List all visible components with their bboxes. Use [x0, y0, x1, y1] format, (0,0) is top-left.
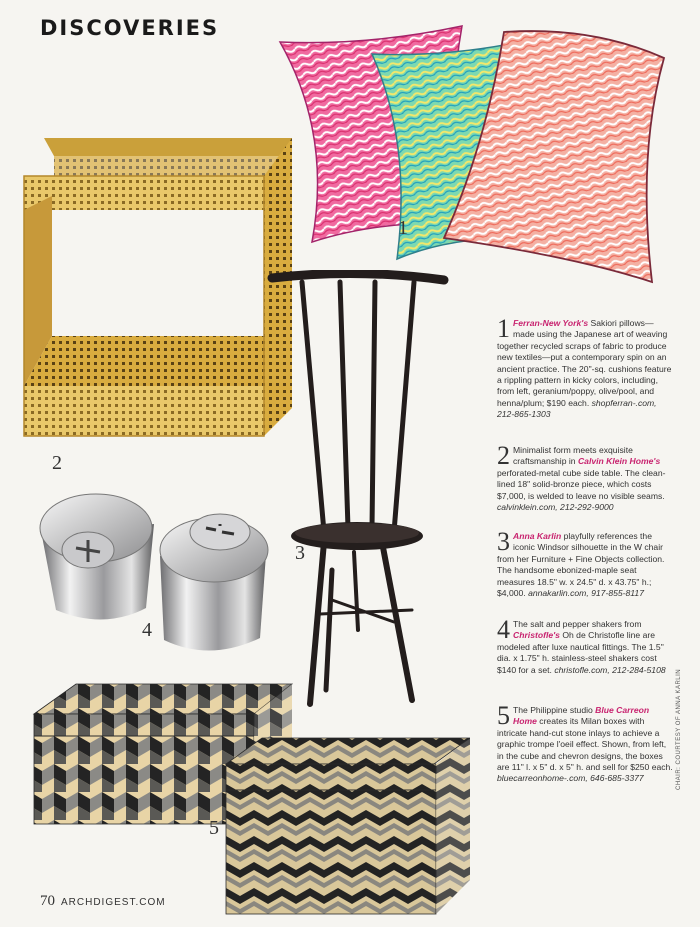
- brand-name: Blue Carreon Home: [513, 705, 650, 727]
- brand-name: Christofle's: [513, 630, 560, 641]
- entry-text: Oh de Christofle line are modeled after luxe nautical fittings. The 1.5" dia. x 1.75" h. stainless-steel shakers cost $140 for a set.: [497, 630, 664, 675]
- page-footer: [40, 893, 166, 910]
- entry-2: [497, 441, 675, 513]
- entry-1: [497, 314, 675, 421]
- entry-number: 4: [497, 615, 510, 644]
- page-number: 70: [40, 893, 55, 909]
- entry-text: The Philippine studio: [513, 705, 596, 715]
- entry-text: Minimalist form meets exquisite craftsmanship in: [513, 445, 633, 467]
- entry-text: playfully references the iconic Windsor silhouette in the W chair from her Furniture + Fine Objects collection. The handsome ebonized-maple seat measures 18.5" w. x 24.5" d. x 43.75" h.; $4,000.: [497, 531, 665, 599]
- item-number-3: 3: [295, 542, 305, 564]
- entry-text: Sakiori pillows—made using the Japanese art of weaving together recycled scraps of fabric to produce new textiles—put a contemporary spin on an ancient practice. The 20"-sq. cushions feature a rippling pattern in kicky colors, including, from left, geranium/poppy, olive/pool, and henna/plum; $190 each.: [497, 318, 672, 408]
- shakers-image: [34, 484, 274, 664]
- entry-number: 5: [497, 701, 510, 730]
- pillows-image: [272, 24, 692, 286]
- brand-name: Calvin Klein Home's: [577, 456, 661, 467]
- site-name: ARCHDIGEST.COM: [61, 897, 166, 908]
- entry-3: [497, 527, 675, 599]
- entry-url: christofle.com, 212-284-5108: [554, 664, 666, 675]
- entry-url: shopferran-.com, 212-865-1303: [497, 397, 657, 420]
- entry-5: [497, 701, 675, 785]
- entry-url: annakarlin.com, 917-855-8117: [528, 588, 644, 599]
- entry-url: bluecarreonhome-.com, 646-685-3377: [497, 773, 644, 784]
- boxes-image: [30, 680, 470, 920]
- photo-credit: CHAIR: COURTESY OF ANNA KARLIN: [676, 668, 682, 790]
- entry-url: calvinklein.com, 212-292-9000: [497, 502, 614, 513]
- brand-name: Anna Karlin: [513, 531, 562, 541]
- side-table-image: [22, 136, 294, 454]
- entry-number: 3: [497, 527, 510, 556]
- entry-text: The salt and pepper shakers from: [513, 619, 642, 629]
- entry-number: 1: [497, 314, 510, 343]
- section-title: DISCOVERIES: [40, 16, 220, 40]
- entry-text: creates its Milan boxes with intricate hand-cut stone inlays to achieve a graphic trompe l'oeil effect. Shown, from left, in the cube and chevron designs, the boxes are 11" l. x 5" d. x 5" h. and sell for $250 each.: [497, 716, 673, 773]
- entry-number: 2: [497, 441, 510, 470]
- item-number-5: 5: [209, 817, 219, 839]
- entry-text: perforated-metal cube side table. The clean-lined 18" solid-bronze piece, which costs $7,000, is welded to leave no visible seams.: [497, 467, 666, 501]
- entry-4: [497, 615, 675, 676]
- chair-image: [262, 270, 452, 720]
- item-number-2: 2: [52, 452, 62, 474]
- item-number-1: 1: [398, 217, 408, 239]
- brand-name: Ferran-New York's: [513, 318, 589, 328]
- item-number-4: 4: [142, 619, 152, 641]
